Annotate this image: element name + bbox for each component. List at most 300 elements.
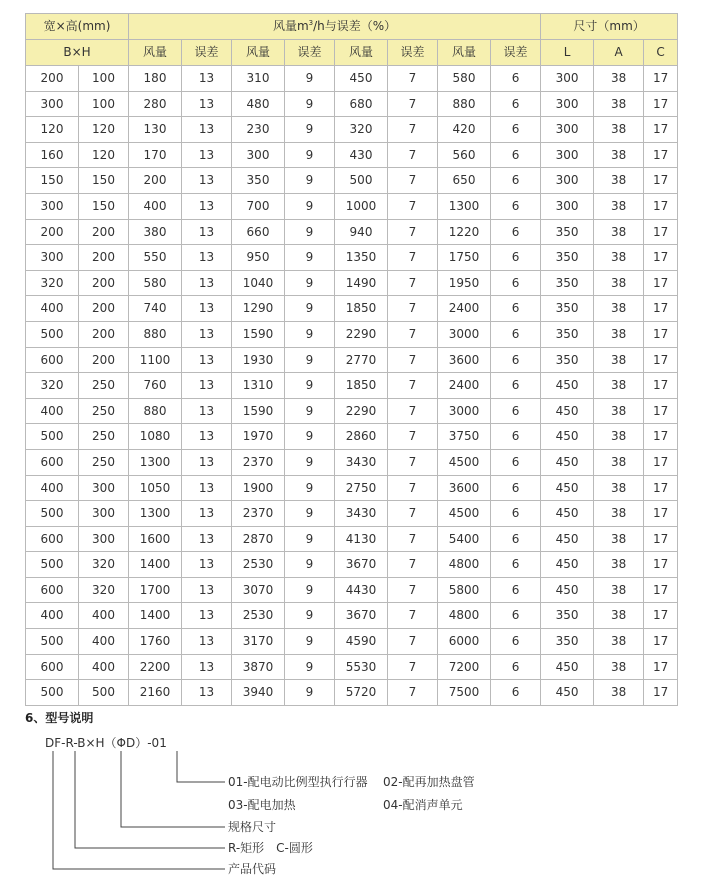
table-cell: 13	[182, 296, 232, 322]
table-cell: 6000	[438, 629, 491, 655]
table-cell: 350	[541, 321, 594, 347]
table-cell: 2400	[438, 296, 491, 322]
table-cell: 3070	[232, 577, 285, 603]
table-cell: 9	[285, 168, 335, 194]
table-cell: 4800	[438, 603, 491, 629]
table-cell: 350	[232, 168, 285, 194]
table-cell: 6	[491, 629, 541, 655]
table-cell: 38	[594, 398, 644, 424]
table-cell: 9	[285, 296, 335, 322]
table-cell: 17	[644, 193, 678, 219]
shape-label: R-矩形 C-圆形	[228, 841, 313, 855]
table-cell: 13	[182, 552, 232, 578]
table-cell: 17	[644, 321, 678, 347]
table-row	[26, 245, 678, 271]
table-body	[26, 66, 678, 706]
table-cell: 650	[438, 168, 491, 194]
table-cell: 17	[644, 270, 678, 296]
table-cell: 17	[644, 501, 678, 527]
col-c: C	[644, 40, 678, 66]
table-cell: 380	[129, 219, 182, 245]
table-cell: 450	[335, 66, 388, 92]
table-cell: 38	[594, 296, 644, 322]
table-cell: 560	[438, 142, 491, 168]
table-cell: 13	[182, 91, 232, 117]
table-cell: 6	[491, 321, 541, 347]
table-cell: 7	[388, 91, 438, 117]
table-cell: 2870	[232, 526, 285, 552]
table-cell: 6	[491, 347, 541, 373]
col-airflow: 风量	[438, 40, 491, 66]
table-cell: 400	[79, 603, 129, 629]
table-cell: 5800	[438, 577, 491, 603]
table-cell: 250	[79, 424, 129, 450]
table-cell: 400	[26, 398, 79, 424]
table-cell: 9	[285, 219, 335, 245]
table-cell: 7	[388, 193, 438, 219]
table-cell: 38	[594, 245, 644, 271]
table-cell: 13	[182, 193, 232, 219]
table-cell: 450	[541, 373, 594, 399]
table-cell: 38	[594, 603, 644, 629]
table-cell: 300	[232, 142, 285, 168]
table-cell: 1300	[438, 193, 491, 219]
table-cell: 880	[129, 321, 182, 347]
table-cell: 2200	[129, 654, 182, 680]
table-cell: 38	[594, 526, 644, 552]
table-cell: 17	[644, 373, 678, 399]
table-row	[26, 629, 678, 655]
bh-header: B×H	[26, 40, 129, 66]
table-cell: 7	[388, 245, 438, 271]
table-cell: 1850	[335, 296, 388, 322]
model-code: DF-R-B×H（ΦD）-01	[45, 736, 167, 750]
table-cell: 660	[232, 219, 285, 245]
col-airflow: 风量	[232, 40, 285, 66]
table-row	[26, 219, 678, 245]
table-cell: 310	[232, 66, 285, 92]
table-cell: 200	[79, 270, 129, 296]
table-cell: 200	[79, 347, 129, 373]
table-cell: 100	[79, 66, 129, 92]
table-cell: 13	[182, 629, 232, 655]
table-cell: 120	[79, 142, 129, 168]
table-cell: 1050	[129, 475, 182, 501]
table-cell: 350	[541, 629, 594, 655]
table-cell: 7	[388, 117, 438, 143]
table-cell: 38	[594, 654, 644, 680]
table-cell: 17	[644, 680, 678, 706]
table-cell: 1300	[129, 501, 182, 527]
table-cell: 17	[644, 449, 678, 475]
table-cell: 4800	[438, 552, 491, 578]
table-cell: 13	[182, 526, 232, 552]
table-cell: 7	[388, 449, 438, 475]
table-cell: 1040	[232, 270, 285, 296]
table-cell: 2160	[129, 680, 182, 706]
table-cell: 38	[594, 219, 644, 245]
table-row	[26, 424, 678, 450]
table-cell: 9	[285, 629, 335, 655]
header-row-1	[26, 14, 678, 40]
table-cell: 38	[594, 142, 644, 168]
table-cell: 6	[491, 603, 541, 629]
table-cell: 740	[129, 296, 182, 322]
table-cell: 9	[285, 347, 335, 373]
table-cell: 3000	[438, 398, 491, 424]
table-cell: 4500	[438, 501, 491, 527]
table-cell: 1970	[232, 424, 285, 450]
table-cell: 17	[644, 117, 678, 143]
table-cell: 350	[541, 219, 594, 245]
table-cell: 1350	[335, 245, 388, 271]
table-cell: 500	[26, 680, 79, 706]
table-cell: 7	[388, 168, 438, 194]
table-cell: 170	[129, 142, 182, 168]
table-cell: 7	[388, 501, 438, 527]
table-cell: 150	[79, 193, 129, 219]
table-row	[26, 654, 678, 680]
table-cell: 13	[182, 168, 232, 194]
table-cell: 940	[335, 219, 388, 245]
table-cell: 880	[129, 398, 182, 424]
table-cell: 38	[594, 66, 644, 92]
table-cell: 300	[79, 526, 129, 552]
table-cell: 550	[129, 245, 182, 271]
table-cell: 1000	[335, 193, 388, 219]
table-cell: 13	[182, 142, 232, 168]
table-cell: 450	[541, 654, 594, 680]
table-cell: 450	[541, 449, 594, 475]
table-cell: 38	[594, 321, 644, 347]
table-cell: 500	[26, 321, 79, 347]
table-cell: 38	[594, 680, 644, 706]
table-cell: 17	[644, 603, 678, 629]
table-cell: 6	[491, 142, 541, 168]
table-row	[26, 193, 678, 219]
table-cell: 13	[182, 347, 232, 373]
table-cell: 250	[79, 373, 129, 399]
table-cell: 1400	[129, 603, 182, 629]
table-cell: 760	[129, 373, 182, 399]
table-cell: 250	[79, 449, 129, 475]
table-row	[26, 296, 678, 322]
table-cell: 2290	[335, 398, 388, 424]
table-cell: 4430	[335, 577, 388, 603]
table-cell: 3600	[438, 475, 491, 501]
table-cell: 17	[644, 526, 678, 552]
table-cell: 38	[594, 424, 644, 450]
table-row	[26, 373, 678, 399]
table-cell: 500	[79, 680, 129, 706]
table-cell: 38	[594, 577, 644, 603]
table-cell: 3170	[232, 629, 285, 655]
table-cell: 400	[26, 296, 79, 322]
table-cell: 13	[182, 270, 232, 296]
table-cell: 13	[182, 475, 232, 501]
table-cell: 400	[129, 193, 182, 219]
col-error: 误差	[388, 40, 438, 66]
table-cell: 680	[335, 91, 388, 117]
table-cell: 250	[79, 398, 129, 424]
table-cell: 17	[644, 168, 678, 194]
table-cell: 6	[491, 424, 541, 450]
size-label: 规格尺寸	[228, 820, 277, 834]
table-cell: 13	[182, 577, 232, 603]
table-cell: 300	[79, 501, 129, 527]
table-cell: 9	[285, 245, 335, 271]
table-cell: 3670	[335, 552, 388, 578]
connector-options	[177, 751, 225, 782]
table-cell: 400	[79, 654, 129, 680]
table-cell: 7	[388, 398, 438, 424]
table-cell: 38	[594, 91, 644, 117]
table-cell: 38	[594, 168, 644, 194]
table-cell: 350	[541, 270, 594, 296]
table-cell: 2400	[438, 373, 491, 399]
table-cell: 38	[594, 193, 644, 219]
table-cell: 500	[26, 424, 79, 450]
table-cell: 1300	[129, 449, 182, 475]
table-cell: 320	[79, 577, 129, 603]
table-cell: 880	[438, 91, 491, 117]
table-cell: 2860	[335, 424, 388, 450]
col-l: L	[541, 40, 594, 66]
table-cell: 300	[541, 91, 594, 117]
table-row	[26, 66, 678, 92]
table-cell: 9	[285, 66, 335, 92]
table-cell: 300	[541, 168, 594, 194]
table-cell: 6	[491, 219, 541, 245]
table-cell: 13	[182, 654, 232, 680]
table-cell: 320	[26, 373, 79, 399]
table-cell: 320	[79, 552, 129, 578]
table-cell: 350	[541, 603, 594, 629]
table-cell: 38	[594, 449, 644, 475]
table-cell: 600	[26, 449, 79, 475]
table-cell: 1900	[232, 475, 285, 501]
table-cell: 3750	[438, 424, 491, 450]
table-cell: 9	[285, 270, 335, 296]
table-cell: 6	[491, 270, 541, 296]
table-cell: 120	[79, 117, 129, 143]
table-cell: 6	[491, 296, 541, 322]
table-cell: 7	[388, 219, 438, 245]
table-row	[26, 501, 678, 527]
col-a: A	[594, 40, 644, 66]
table-cell: 9	[285, 91, 335, 117]
table-cell: 200	[79, 321, 129, 347]
table-cell: 450	[541, 398, 594, 424]
table-cell: 13	[182, 373, 232, 399]
table-cell: 9	[285, 577, 335, 603]
table-cell: 3670	[335, 603, 388, 629]
table-cell: 6	[491, 168, 541, 194]
table-cell: 13	[182, 117, 232, 143]
section-title: 6、型号说明	[25, 711, 94, 725]
table-cell: 9	[285, 117, 335, 143]
table-cell: 1850	[335, 373, 388, 399]
table-cell: 9	[285, 475, 335, 501]
table-cell: 4590	[335, 629, 388, 655]
table-cell: 120	[26, 117, 79, 143]
table-cell: 13	[182, 501, 232, 527]
table-cell: 600	[26, 654, 79, 680]
table-cell: 200	[26, 219, 79, 245]
table-cell: 6	[491, 373, 541, 399]
option-03: 03-配电加热	[228, 798, 296, 812]
table-cell: 300	[26, 193, 79, 219]
table-cell: 6	[491, 475, 541, 501]
table-cell: 2530	[232, 552, 285, 578]
table-cell: 7	[388, 629, 438, 655]
table-cell: 2750	[335, 475, 388, 501]
table-row	[26, 603, 678, 629]
table-cell: 7	[388, 680, 438, 706]
connector-code	[53, 751, 225, 869]
table-cell: 6	[491, 552, 541, 578]
table-cell: 1590	[232, 398, 285, 424]
table-cell: 13	[182, 245, 232, 271]
table-row	[26, 142, 678, 168]
table-cell: 5720	[335, 680, 388, 706]
table-cell: 7	[388, 296, 438, 322]
table-cell: 350	[541, 347, 594, 373]
table-cell: 130	[129, 117, 182, 143]
table-cell: 1930	[232, 347, 285, 373]
table-cell: 2530	[232, 603, 285, 629]
table-cell: 6	[491, 398, 541, 424]
table-cell: 3940	[232, 680, 285, 706]
table-cell: 600	[26, 347, 79, 373]
table-cell: 3870	[232, 654, 285, 680]
table-cell: 1950	[438, 270, 491, 296]
table-cell: 1590	[232, 321, 285, 347]
col-error: 误差	[285, 40, 335, 66]
table-cell: 9	[285, 424, 335, 450]
table-cell: 38	[594, 347, 644, 373]
table-cell: 350	[541, 245, 594, 271]
connector-size	[121, 751, 225, 827]
table-cell: 13	[182, 603, 232, 629]
table-cell: 6	[491, 91, 541, 117]
table-cell: 7200	[438, 654, 491, 680]
connector-shape	[75, 751, 225, 848]
table-cell: 6	[491, 526, 541, 552]
table-cell: 9	[285, 526, 335, 552]
table-cell: 17	[644, 424, 678, 450]
table-row	[26, 398, 678, 424]
table-cell: 9	[285, 193, 335, 219]
table-cell: 6	[491, 654, 541, 680]
table-cell: 6	[491, 117, 541, 143]
col-error: 误差	[491, 40, 541, 66]
table-cell: 13	[182, 680, 232, 706]
table-cell: 38	[594, 629, 644, 655]
table-cell: 450	[541, 501, 594, 527]
col-error: 误差	[182, 40, 232, 66]
col-airflow: 风量	[129, 40, 182, 66]
table-cell: 300	[26, 245, 79, 271]
table-cell: 6	[491, 577, 541, 603]
table-cell: 5530	[335, 654, 388, 680]
table-cell: 4500	[438, 449, 491, 475]
table-cell: 9	[285, 654, 335, 680]
col-airflow: 风量	[335, 40, 388, 66]
table-row	[26, 117, 678, 143]
table-cell: 13	[182, 219, 232, 245]
table-cell: 700	[232, 193, 285, 219]
table-cell: 7	[388, 424, 438, 450]
table-cell: 150	[79, 168, 129, 194]
table-row	[26, 449, 678, 475]
table-row	[26, 347, 678, 373]
table-cell: 1100	[129, 347, 182, 373]
size-header: 宽×高(mm)	[26, 14, 129, 40]
table-cell: 17	[644, 577, 678, 603]
table-cell: 9	[285, 321, 335, 347]
table-cell: 17	[644, 245, 678, 271]
table-cell: 200	[26, 66, 79, 92]
table-cell: 160	[26, 142, 79, 168]
table-cell: 950	[232, 245, 285, 271]
table-cell: 300	[541, 193, 594, 219]
table-cell: 1700	[129, 577, 182, 603]
table-cell: 500	[26, 552, 79, 578]
table-cell: 38	[594, 373, 644, 399]
table-cell: 450	[541, 577, 594, 603]
table-cell: 7	[388, 552, 438, 578]
model-diagram	[0, 725, 720, 891]
table-cell: 100	[79, 91, 129, 117]
table-row	[26, 475, 678, 501]
table-cell: 600	[26, 526, 79, 552]
table-cell: 430	[335, 142, 388, 168]
table-cell: 13	[182, 449, 232, 475]
table-cell: 9	[285, 680, 335, 706]
table-cell: 200	[79, 245, 129, 271]
table-cell: 7	[388, 66, 438, 92]
table-cell: 1600	[129, 526, 182, 552]
table-cell: 17	[644, 475, 678, 501]
table-cell: 600	[26, 577, 79, 603]
table-cell: 150	[26, 168, 79, 194]
table-cell: 500	[26, 629, 79, 655]
table-cell: 6	[491, 680, 541, 706]
table-cell: 200	[79, 219, 129, 245]
header-row-2	[26, 40, 678, 66]
table-cell: 7500	[438, 680, 491, 706]
table-cell: 38	[594, 117, 644, 143]
option-02: 02-配再加热盘管	[383, 775, 475, 789]
airflow-header: 风量$m^3/h$与误差（%）	[129, 14, 541, 40]
table-cell: 320	[26, 270, 79, 296]
table-cell: 300	[541, 117, 594, 143]
table-cell: 580	[129, 270, 182, 296]
table-cell: 9	[285, 142, 335, 168]
table-cell: 450	[541, 680, 594, 706]
table-cell: 17	[644, 66, 678, 92]
table-cell: 17	[644, 91, 678, 117]
table-cell: 17	[644, 552, 678, 578]
table-cell: 1750	[438, 245, 491, 271]
table-row	[26, 270, 678, 296]
table-row	[26, 91, 678, 117]
table-cell: 1220	[438, 219, 491, 245]
option-01: 01-配电动比例型执行行器	[228, 775, 368, 789]
table-cell: 300	[26, 91, 79, 117]
table-cell: 17	[644, 398, 678, 424]
